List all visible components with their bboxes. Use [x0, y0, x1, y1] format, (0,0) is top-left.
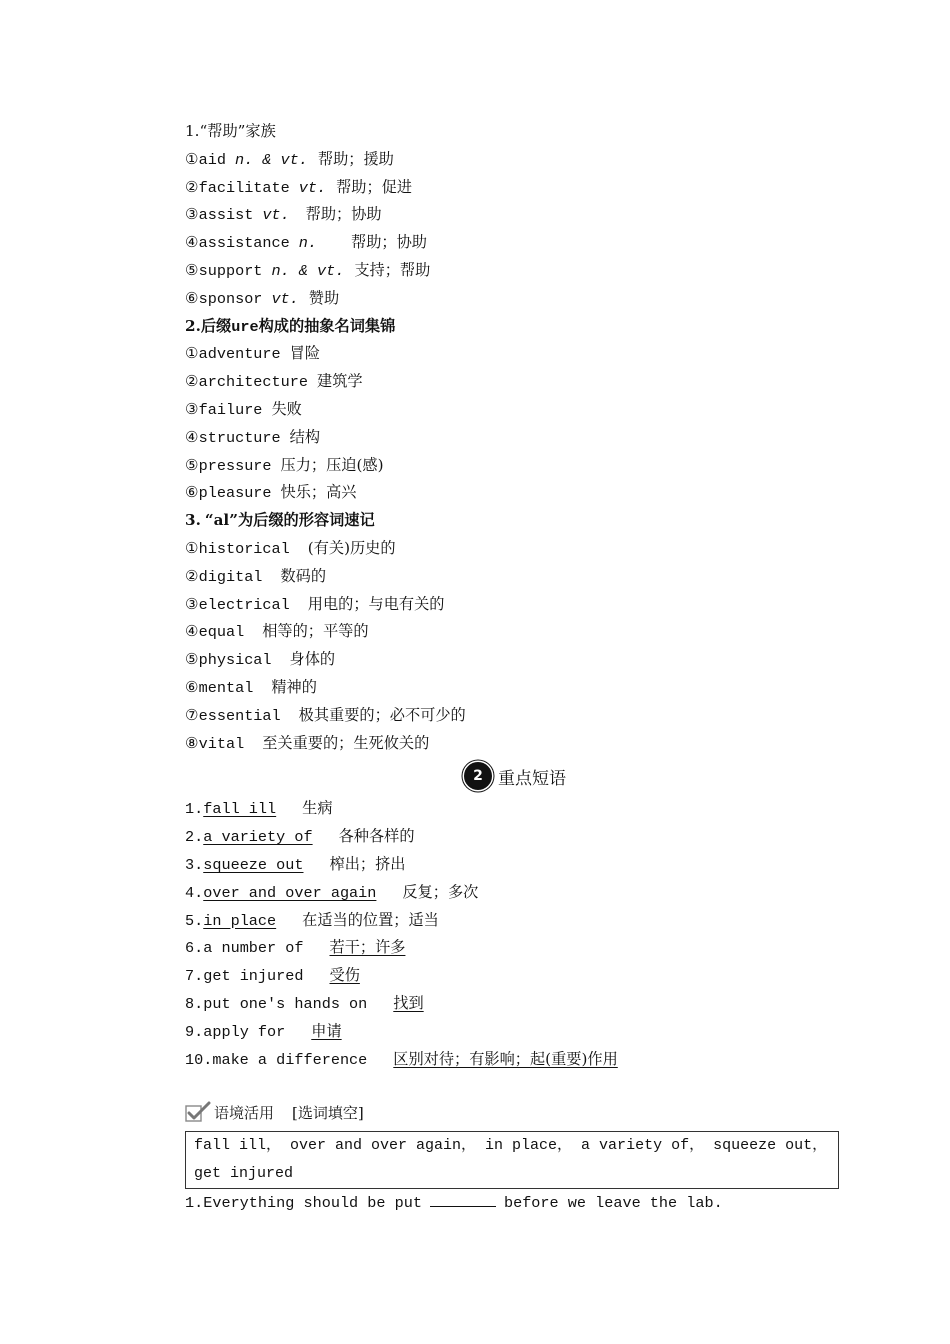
vocab-item [185, 674, 845, 702]
phrase-number: 4. [185, 883, 204, 902]
item-meaning: 数码的 [280, 566, 326, 585]
phrase-item [185, 990, 845, 1018]
phrase-item [185, 851, 845, 879]
phrase-item [185, 962, 845, 990]
item-word: adventure [198, 345, 281, 364]
item-meaning: 相等的；平等的 [262, 622, 369, 641]
phrase-number: 8. [185, 994, 204, 1013]
vocab-item [185, 479, 845, 507]
item-meaning: 用电的；与电有关的 [307, 594, 445, 613]
vocab-item [185, 563, 845, 591]
phrase-number: 10. [185, 1050, 213, 1069]
item-word: assistance [198, 234, 290, 253]
phrase-item [185, 907, 845, 935]
phrase-meaning: 若干；许多 [329, 938, 406, 957]
item-meaning: 赞助 [308, 288, 340, 307]
phrase-number: 3. [185, 855, 204, 874]
item-marker: ⑤ [185, 650, 199, 669]
item-marker: ① [185, 538, 199, 557]
item-word: facilitate [198, 178, 290, 197]
exercise-header [185, 1099, 845, 1125]
item-marker: ⑤ [185, 455, 199, 474]
item-meaning: 结构 [289, 427, 321, 446]
item-word: sponsor [198, 289, 263, 308]
item-marker: ② [185, 372, 199, 391]
section-3-title: 3. “al”为后缀的形容词速记 [185, 511, 375, 530]
item-meaning: 精神的 [271, 677, 317, 696]
phrase-number: 6. [185, 939, 204, 958]
phrase-text: in place [203, 911, 277, 930]
vocab-item [185, 618, 845, 646]
exercise-subtitle: [选词填空] [292, 1103, 364, 1122]
item-meaning: (有关)历史的 [307, 538, 396, 557]
phrase-number: 1. [185, 800, 204, 819]
item-marker: ⑥ [185, 677, 199, 696]
vocab-item [185, 452, 845, 480]
item-word: mental [198, 678, 254, 697]
item-meaning: 身体的 [289, 650, 336, 669]
phrase-number: 9. [185, 1022, 204, 1041]
item-meaning: 至关重要的；生死攸关的 [262, 733, 430, 752]
vocab-item [185, 201, 845, 229]
item-marker: ② [185, 177, 199, 196]
item-word: failure [198, 400, 263, 419]
phrase-text: a variety of [203, 828, 313, 847]
item-word: pleasure [198, 484, 272, 503]
item-marker: ③ [185, 205, 199, 224]
phrase-text: put one's hands on [203, 994, 368, 1013]
phrase-number: 5. [185, 911, 204, 930]
phrase-number: 2. [185, 828, 204, 847]
item-marker: ⑤ [185, 260, 199, 279]
word-bank-line-2: get injured [194, 1165, 294, 1183]
phrase-meaning: 受伤 [329, 966, 360, 985]
section-number-badge: 2 [464, 762, 492, 790]
phrases-section-header [185, 759, 845, 793]
item-pos: vt. [271, 289, 299, 308]
phrase-meaning: 在适当的位置；适当 [302, 910, 439, 929]
phrase-text: apply for [203, 1022, 286, 1041]
item-meaning: 快乐；高兴 [280, 483, 357, 502]
answer-blank[interactable] [430, 1192, 496, 1207]
item-marker: ① [185, 344, 199, 363]
item-meaning: 帮助；协助 [305, 205, 382, 224]
phrase-item [185, 823, 845, 851]
item-word: historical [198, 539, 290, 558]
vocab-item [185, 646, 845, 674]
item-meaning: 支持；帮助 [354, 260, 431, 279]
question-1: 1.Everything should be put before we leave the lab. [185, 1194, 723, 1213]
item-meaning: 失败 [271, 399, 302, 418]
item-word: physical [198, 651, 272, 670]
item-word: structure [198, 428, 281, 447]
vocab-item [185, 535, 845, 563]
item-marker: ② [185, 566, 199, 585]
item-word: assist [198, 206, 254, 225]
item-pos: n. & vt. [234, 150, 308, 169]
item-marker: ⑥ [185, 288, 199, 307]
item-meaning: 帮助；援助 [317, 149, 394, 168]
phrase-meaning: 反复；多次 [402, 882, 479, 901]
item-meaning: 极其重要的；必不可少的 [298, 705, 466, 724]
phrase-text: make a difference [212, 1050, 368, 1069]
item-word: architecture [198, 373, 308, 392]
phrase-meaning: 生病 [302, 799, 333, 818]
phrase-item [185, 1046, 845, 1074]
item-word: digital [198, 567, 263, 586]
phrase-meaning: 各种各样的 [338, 827, 415, 846]
phrase-text: fall ill [203, 800, 277, 819]
section-title: 重点短语 [498, 768, 566, 789]
phrase-meaning: 区别对待；有影响；起(重要)作用 [393, 1049, 618, 1068]
item-word: support [198, 261, 263, 280]
item-word: vital [198, 734, 245, 753]
document-page [185, 118, 845, 1218]
vocab-item [185, 285, 845, 313]
item-marker: ⑧ [185, 733, 199, 752]
phrase-text: squeeze out [203, 855, 304, 874]
item-marker: ③ [185, 399, 199, 418]
vocab-item [185, 591, 845, 619]
item-marker: ④ [185, 427, 199, 446]
item-pos: vt. [262, 206, 290, 225]
item-marker: ③ [185, 594, 199, 613]
word-bank-line-1: fall ill， over and over again， in place， a variety of， squeeze out， [194, 1137, 828, 1155]
phrase-text: get injured [203, 967, 304, 986]
item-meaning: 帮助；协助 [351, 233, 427, 252]
phrase-list [185, 795, 845, 1073]
phrase-text: over and over again [203, 883, 377, 902]
item-word: equal [198, 623, 245, 642]
phrase-meaning: 申请 [311, 1021, 342, 1040]
item-marker: ⑦ [185, 705, 199, 724]
phrase-meaning: 榨出；挤出 [329, 854, 406, 873]
item-word: essential [198, 706, 281, 725]
phrase-text: a number of [203, 939, 304, 958]
item-pos: n. [298, 234, 317, 253]
vocab-item [185, 146, 845, 174]
vocab-item [185, 730, 845, 758]
phrase-item [185, 934, 845, 962]
phrase-item [185, 795, 845, 823]
phrase-item [185, 879, 845, 907]
section-1-title: 1.“帮助”家族 [185, 122, 276, 140]
vocab-item [185, 229, 845, 257]
checkmark-icon [185, 1101, 211, 1123]
section-1-list [185, 146, 845, 313]
item-meaning: 帮助；促进 [336, 177, 413, 196]
item-marker: ④ [185, 622, 199, 641]
item-word: aid [198, 150, 226, 169]
exercise-label: 语境活用 [214, 1103, 275, 1122]
item-word: electrical [198, 595, 290, 614]
item-word: pressure [198, 456, 272, 475]
item-pos: n. & vt. [271, 261, 345, 280]
vocab-item [185, 368, 845, 396]
item-pos: vt. [298, 178, 327, 197]
phrase-meaning: 找到 [393, 993, 424, 1012]
word-bank-box [185, 1131, 839, 1189]
vocab-item [185, 340, 845, 368]
phrase-item [185, 1018, 845, 1046]
vocab-item [185, 424, 845, 452]
vocab-item [185, 396, 845, 424]
vocab-item [185, 702, 845, 730]
item-meaning: 压力；压迫(感) [280, 455, 384, 474]
item-meaning: 冒险 [289, 344, 321, 363]
section-2-title: 2.后缀ure构成的抽象名词集锦 [185, 316, 396, 336]
vocab-item [185, 174, 845, 202]
section-2-list [185, 340, 845, 507]
item-meaning: 建筑学 [317, 372, 363, 391]
item-marker: ⑥ [185, 483, 199, 502]
item-marker: ④ [185, 233, 199, 252]
phrase-number: 7. [185, 967, 204, 986]
section-3-list [185, 535, 845, 757]
vocab-item [185, 257, 845, 285]
item-marker: ① [185, 149, 199, 168]
